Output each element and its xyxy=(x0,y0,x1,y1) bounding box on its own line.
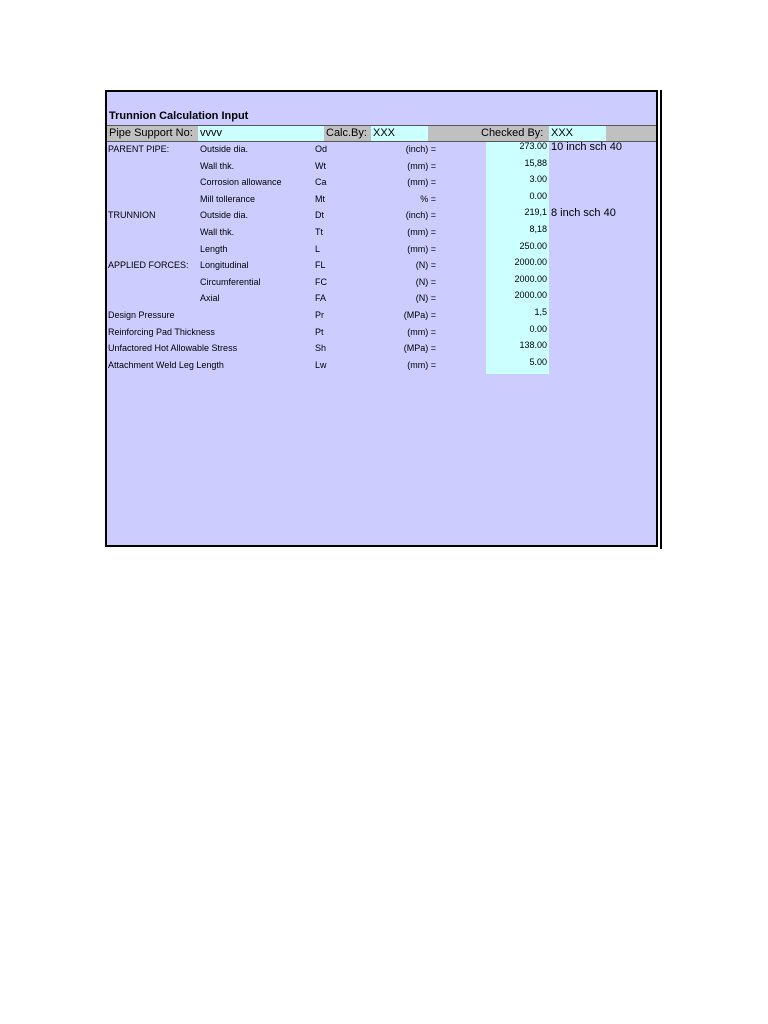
row-input-value[interactable]: 2000.00 xyxy=(514,257,547,268)
table-row xyxy=(107,143,656,160)
row-input-value[interactable]: 219,1 xyxy=(524,207,547,218)
calc-by-value: XXX xyxy=(373,127,396,139)
checked-by-label: Checked By: xyxy=(481,127,544,139)
row-group-label: Design Pressure xyxy=(108,310,175,320)
row-symbol: Tt xyxy=(315,227,323,237)
row-symbol: Dt xyxy=(315,210,324,221)
row-symbol: Mt xyxy=(315,193,325,204)
row-group-label: PARENT PIPE: xyxy=(108,144,170,154)
pipe-support-value: vvvv xyxy=(200,127,222,139)
row-unit: (mm) = xyxy=(407,359,436,370)
row-input-value[interactable]: 0.00 xyxy=(529,190,547,201)
row-symbol: Pr xyxy=(315,310,324,320)
row-input-value[interactable]: 5.00 xyxy=(529,356,547,367)
table-row xyxy=(107,176,656,193)
row-unit: (MPa) = xyxy=(403,310,436,320)
row-description: Length xyxy=(200,243,228,254)
row-input-value[interactable]: 138.00 xyxy=(519,340,547,351)
table-row xyxy=(107,309,656,326)
sheet-title: Trunnion Calculation Input xyxy=(109,110,249,122)
row-input-value[interactable]: 3.00 xyxy=(529,174,547,185)
row-input-value[interactable]: 8,18 xyxy=(529,224,547,234)
checked-by-input[interactable] xyxy=(549,126,606,141)
table-row xyxy=(107,323,656,343)
calc-by-label: Calc.By: xyxy=(326,127,367,139)
row-symbol: Wt xyxy=(315,160,326,171)
row-input-value[interactable]: 273.00 xyxy=(519,141,547,151)
row-input-value[interactable]: 250.00 xyxy=(519,240,547,251)
row-input-value[interactable]: 2000.00 xyxy=(514,290,547,301)
row-group-label: Reinforcing Pad Thickness xyxy=(108,326,215,337)
checked-by-value: XXX xyxy=(551,127,574,139)
row-unit: (N) = xyxy=(415,276,436,287)
row-description: Circumferential xyxy=(200,276,261,287)
row-symbol: L xyxy=(315,243,321,254)
row-group-label: Attachment Weld Leg Length xyxy=(108,359,224,370)
row-description: Wall thk. xyxy=(200,227,235,237)
row-unit: (mm) = xyxy=(407,227,436,237)
row-input-value[interactable]: 1,5 xyxy=(534,307,547,317)
table-row xyxy=(107,292,656,309)
row-symbol: Pt xyxy=(315,326,324,337)
table-row xyxy=(107,209,656,226)
row-unit: (mm) = xyxy=(407,177,436,188)
row-note: 10 inch sch 40 xyxy=(551,141,622,153)
table-row xyxy=(107,259,656,276)
row-description: Longitudinal xyxy=(200,260,249,271)
table-row xyxy=(107,356,656,376)
row-group-label: APPLIED FORCES: xyxy=(108,260,189,271)
header-row xyxy=(107,125,656,142)
row-group-label: Unfactored Hot Allowable Stress xyxy=(108,343,238,354)
row-input-value[interactable]: 15,88 xyxy=(524,157,547,168)
row-unit: (MPa) = xyxy=(403,343,436,354)
row-unit: % = xyxy=(420,193,436,204)
table-row xyxy=(107,240,656,260)
table-row xyxy=(107,157,656,177)
row-description: Wall thk. xyxy=(200,160,235,171)
row-symbol: Od xyxy=(315,144,328,154)
row-symbol: Ca xyxy=(315,177,327,188)
calc-by-input[interactable] xyxy=(371,126,428,141)
row-symbol: Lw xyxy=(315,359,327,370)
row-symbol: FC xyxy=(315,276,327,287)
row-symbol: FL xyxy=(315,260,326,271)
row-unit: (N) = xyxy=(415,293,436,304)
row-description: Corrosion allowance xyxy=(200,177,282,188)
calculation-sheet xyxy=(105,90,658,547)
row-description: Mill tollerance xyxy=(200,193,256,204)
row-note: 8 inch sch 40 xyxy=(551,207,616,220)
row-description: Outside dia. xyxy=(200,144,249,154)
pipe-support-label: Pipe Support No: xyxy=(109,127,193,139)
sheet-right-border xyxy=(660,90,662,549)
row-description: Axial xyxy=(200,293,220,304)
table-row xyxy=(107,226,656,243)
row-group-label: TRUNNION xyxy=(108,210,156,221)
row-unit: (mm) = xyxy=(407,243,436,254)
row-unit: (mm) = xyxy=(407,160,436,171)
table-row xyxy=(107,342,656,359)
row-unit: (inch) = xyxy=(405,210,436,221)
row-symbol: FA xyxy=(315,293,327,304)
row-description: Outside dia. xyxy=(200,210,249,221)
row-input-value[interactable]: 0.00 xyxy=(529,323,547,334)
pipe-support-input[interactable] xyxy=(198,126,324,141)
row-unit: (N) = xyxy=(415,260,436,271)
row-unit: (mm) = xyxy=(407,326,436,337)
row-unit: (inch) = xyxy=(405,144,436,154)
row-symbol: Sh xyxy=(315,343,327,354)
table-row xyxy=(107,273,656,293)
row-input-value[interactable]: 2000.00 xyxy=(514,273,547,284)
